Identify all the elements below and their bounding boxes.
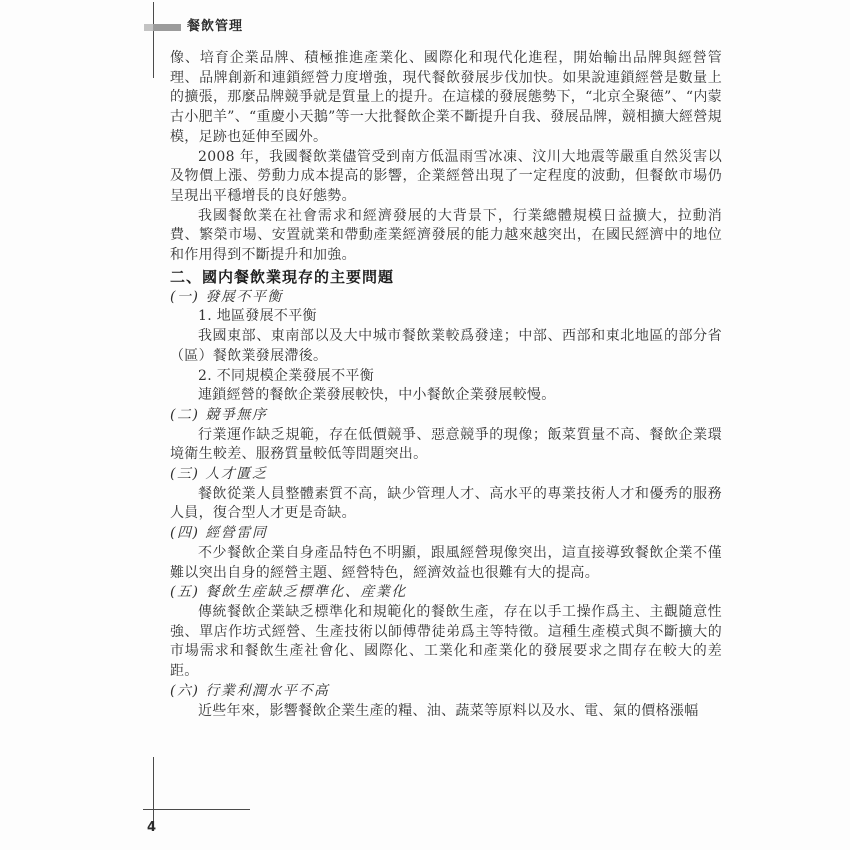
section-heading: 二、國内餐飲業現存的主要問題: [170, 267, 395, 286]
body-paragraph: 近些年來，影響餐飲企業生產的糧、油、蔬菜等原料以及水、電、氣的價格漲幅: [198, 702, 699, 719]
body-paragraph: 行業運作缺乏規範，存在低價競爭、惡意競爭的現像；飯菜質量不高、餐飲企業環境衛生較差、服務質量較低等問題突出。: [170, 426, 722, 463]
subsection-heading-1: (一) 發展不平衡: [170, 288, 283, 305]
intro-paragraph: 像、培育企業品牌、積極推進產業化、國際化和現代化進程，開始輸出品牌與經營管理、品牌創新和連鎖經營力度增強，現代餐飲發展步伐加快。如果說連鎖經營是數量上的擴張，那麼品牌競爭就是質量上的提升。在這樣的發展態勢下，“北京全聚德”、“内蒙古小肥羊”、“重慶小天鵝”等一大批餐飲企業不斷提升自我、發展品牌，競相擴大經營規模，足跡也延伸至國外。: [170, 50, 722, 145]
body-paragraph: 傳統餐飲企業缺乏標準化和規範化的餐飲生產，存在以手工操作爲主、主觀隨意性強、單店作坊式經營、生產技術以師傅帶徒弟爲主等特徵。這種生產模式與不斷擴大的市場需求和餐飲生產社會化、國際化、工業化和產業化的發展要求之間存在較大的差距。: [170, 603, 722, 680]
subsection-heading-6: (六) 行業利潤水平不高: [170, 682, 330, 699]
running-header-title: 餐飲管理: [187, 19, 244, 34]
page-number: 4: [147, 820, 157, 835]
subsection-heading-4: (四) 經營雷同: [170, 525, 268, 542]
header-bar-decoration-light: [144, 24, 153, 31]
body-paragraph: 我國東部、東南部以及大中城市餐飲業較爲發達；中部、西部和東北地區的部分省（區）餐飲業發展滯後。: [170, 328, 722, 364]
subsection-heading-5: (五) 餐飲生産缺乏標準化、産業化: [170, 584, 407, 601]
bottom-left-rule-horizontal: [143, 809, 250, 810]
intro-paragraph: 2008 年，我國餐飲業儘管受到南方低温雨雪冰凍、汶川大地震等嚴重自然災害以及物價上漲、勞動力成本提高的影響，企業經營出現了一定程度的波動，但餐飲市場仍呈現出平穩增長的良好態勢。: [170, 148, 722, 204]
subsection-heading-2: (二) 競爭無序: [170, 406, 268, 423]
intro-paragraph: 我國餐飲業在社會需求和經濟發展的大背景下，行業總體規模日益擴大，拉動消費、繁榮市場、安置就業和帶動產業經濟發展的能力越來越突出，在國民經濟中的地位和作用得到不斷提升和加強。: [170, 207, 722, 264]
top-left-rule: [153, 2, 154, 78]
subsection-heading-3: (三) 人才匱乏: [170, 466, 268, 483]
body-paragraph: 餐飲從業人員整體素質不高，缺少管理人才、高水平的專業技術人才和優秀的服務人員，復合型人才更是奇缺。: [170, 485, 722, 522]
body-paragraph: 連鎖經營的餐飲企業發展較快，中小餐飲企業發展較慢。: [198, 387, 556, 404]
page-body-text: [170, 49, 722, 721]
header-bar-decoration-dark: [153, 24, 181, 31]
body-paragraph: 不少餐飲企業自身產品特色不明顯，跟風經營現像突出，這直接導致餐飲企業不僅難以突出自身的經營主題、經營特色，經濟效益也很難有大的提高。: [170, 544, 722, 581]
bottom-left-rule-vertical: [153, 757, 154, 823]
numbered-item: 2. 不同規模企業發展不平衡: [198, 367, 375, 384]
numbered-item: 1. 地區發展不平衡: [198, 308, 317, 325]
